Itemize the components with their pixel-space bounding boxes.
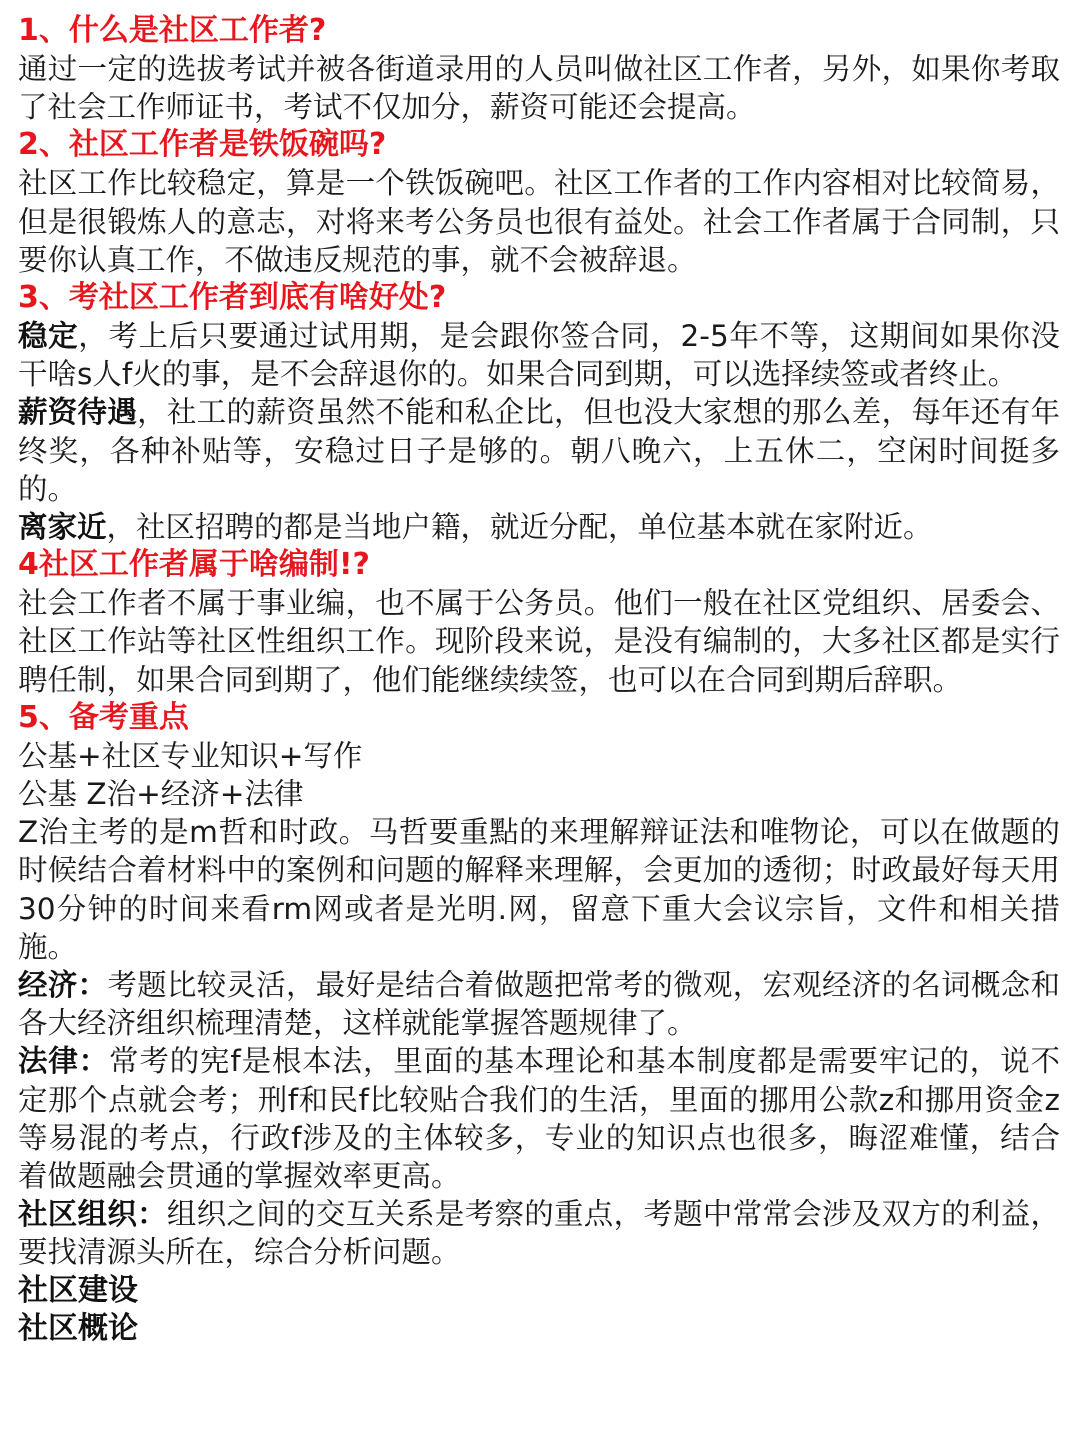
section-heading: 1、什么是社区工作者? (18, 13, 327, 48)
topic-keyword: 经济： (18, 968, 108, 1003)
section-body: 社会工作者不属于事业编，也不属于公务员。他们一般在社区党组织、居委会、社区工作站等社区性组织工作。现阶段来说，是没有编制的，大多社区都是实行聘任制，如果合同到期了，他们能继续续签，也可以在合同到期后辞职。 (18, 586, 1060, 697)
section-body: 通过一定的选拔考试并被各街道录用的人员叫做社区工作者，另外，如果你考取了社会工作师证书，考试不仅加分，薪资可能还会提高。 (18, 52, 1060, 125)
topic-text: 考题比较灵活，最好是结合着做题把常考的微观，宏观经济的名词概念和各大经济组织梳理清楚，这样就能掌握答题规律了。 (18, 968, 1060, 1041)
benefit-keyword: 薪资待遇 (18, 395, 138, 430)
section-what-is-community-worker (18, 12, 1060, 126)
topic-community-building: 社区建设 (18, 1272, 138, 1308)
benefit-near-home (18, 508, 1060, 546)
benefit-text: ，社区招聘的都是当地户籍，就近分配，单位基本就在家附近。 (106, 510, 933, 545)
section-exam-focus (18, 699, 1060, 1348)
section-iron-rice-bowl (18, 126, 1060, 279)
topic-text: 组织之间的交互关系是考察的重点，考题中常常会涉及双方的利益，要找清源头所在，综合分析问题。 (18, 1197, 1060, 1270)
benefit-keyword: 稳定 (18, 319, 79, 354)
politics-note: Z治主考的是m哲和时政。马哲要重點的来理解辩证法和唯物论，可以在做题的时候结合着材料中的案例和问题的解释来理解，会更加的透彻；时政最好每天用30分钟的时间来看rm网或者是光明.网，留意下重大会议宗旨，文件和相关措施。 (18, 815, 1060, 964)
benefit-stability (18, 317, 1060, 393)
topic-text: 常考的宪f是根本法，里面的基本理论和基本制度都是需要牢记的，说不定那个点就会考；刑f和民f比较贴合我们的生活，里面的挪用公款z和挪用资金z等易混的考点，行政f涉及的主体较多，专业的知识点也很多，晦涩难懂，结合着做题融会贯通的掌握效率更高。 (18, 1044, 1060, 1194)
section-heading: 5、备考重点 (18, 699, 189, 735)
topic-community-organization (18, 1195, 1060, 1271)
section-heading: 4社区工作者属于啥编制!? (18, 547, 370, 583)
section-staffing-status (18, 546, 1060, 699)
section-heading: 2、社区工作者是铁饭碗吗? (18, 127, 387, 163)
benefit-text: ，社工的薪资虽然不能和私企比，但也没大家想的那么差，每年还有年终奖，各种补贴等，安稳过日子是够的。朝八晚六，上五休二，空闲时间挺多的。 (18, 395, 1060, 506)
benefit-keyword: 离家近 (18, 510, 107, 545)
topic-economics (18, 966, 1060, 1042)
topic-law (18, 1042, 1060, 1195)
topic-keyword: 法律： (18, 1044, 110, 1079)
benefit-text: ，考上后只要通过试用期，是会跟你签合同，2-5年不等，这期间如果你没干啥s人f火的事，是不会辞退你的。如果合同到期，可以选择续签或者终止。 (18, 319, 1060, 392)
topic-community-overview: 社区概论 (18, 1310, 138, 1346)
section-heading: 3、考社区工作者到底有啥好处? (18, 280, 447, 316)
exam-subjects-line: 公基+社区专业知识+写作 (18, 738, 363, 773)
benefit-salary (18, 393, 1060, 508)
section-benefits (18, 279, 1060, 546)
section-body: 社区工作比较稳定，算是一个铁饭碗吧。社区工作者的工作内容相对比较简易，但是很锻炼人的意志，对将来考公务员也很有益处。社会工作者属于合同制，只要你认真工作，不做违反规范的事，就不会被辞退。 (18, 166, 1060, 277)
topic-keyword: 社区组织： (18, 1197, 167, 1232)
exam-subjects-line: 公基 Z治+经济+法律 (18, 777, 304, 812)
